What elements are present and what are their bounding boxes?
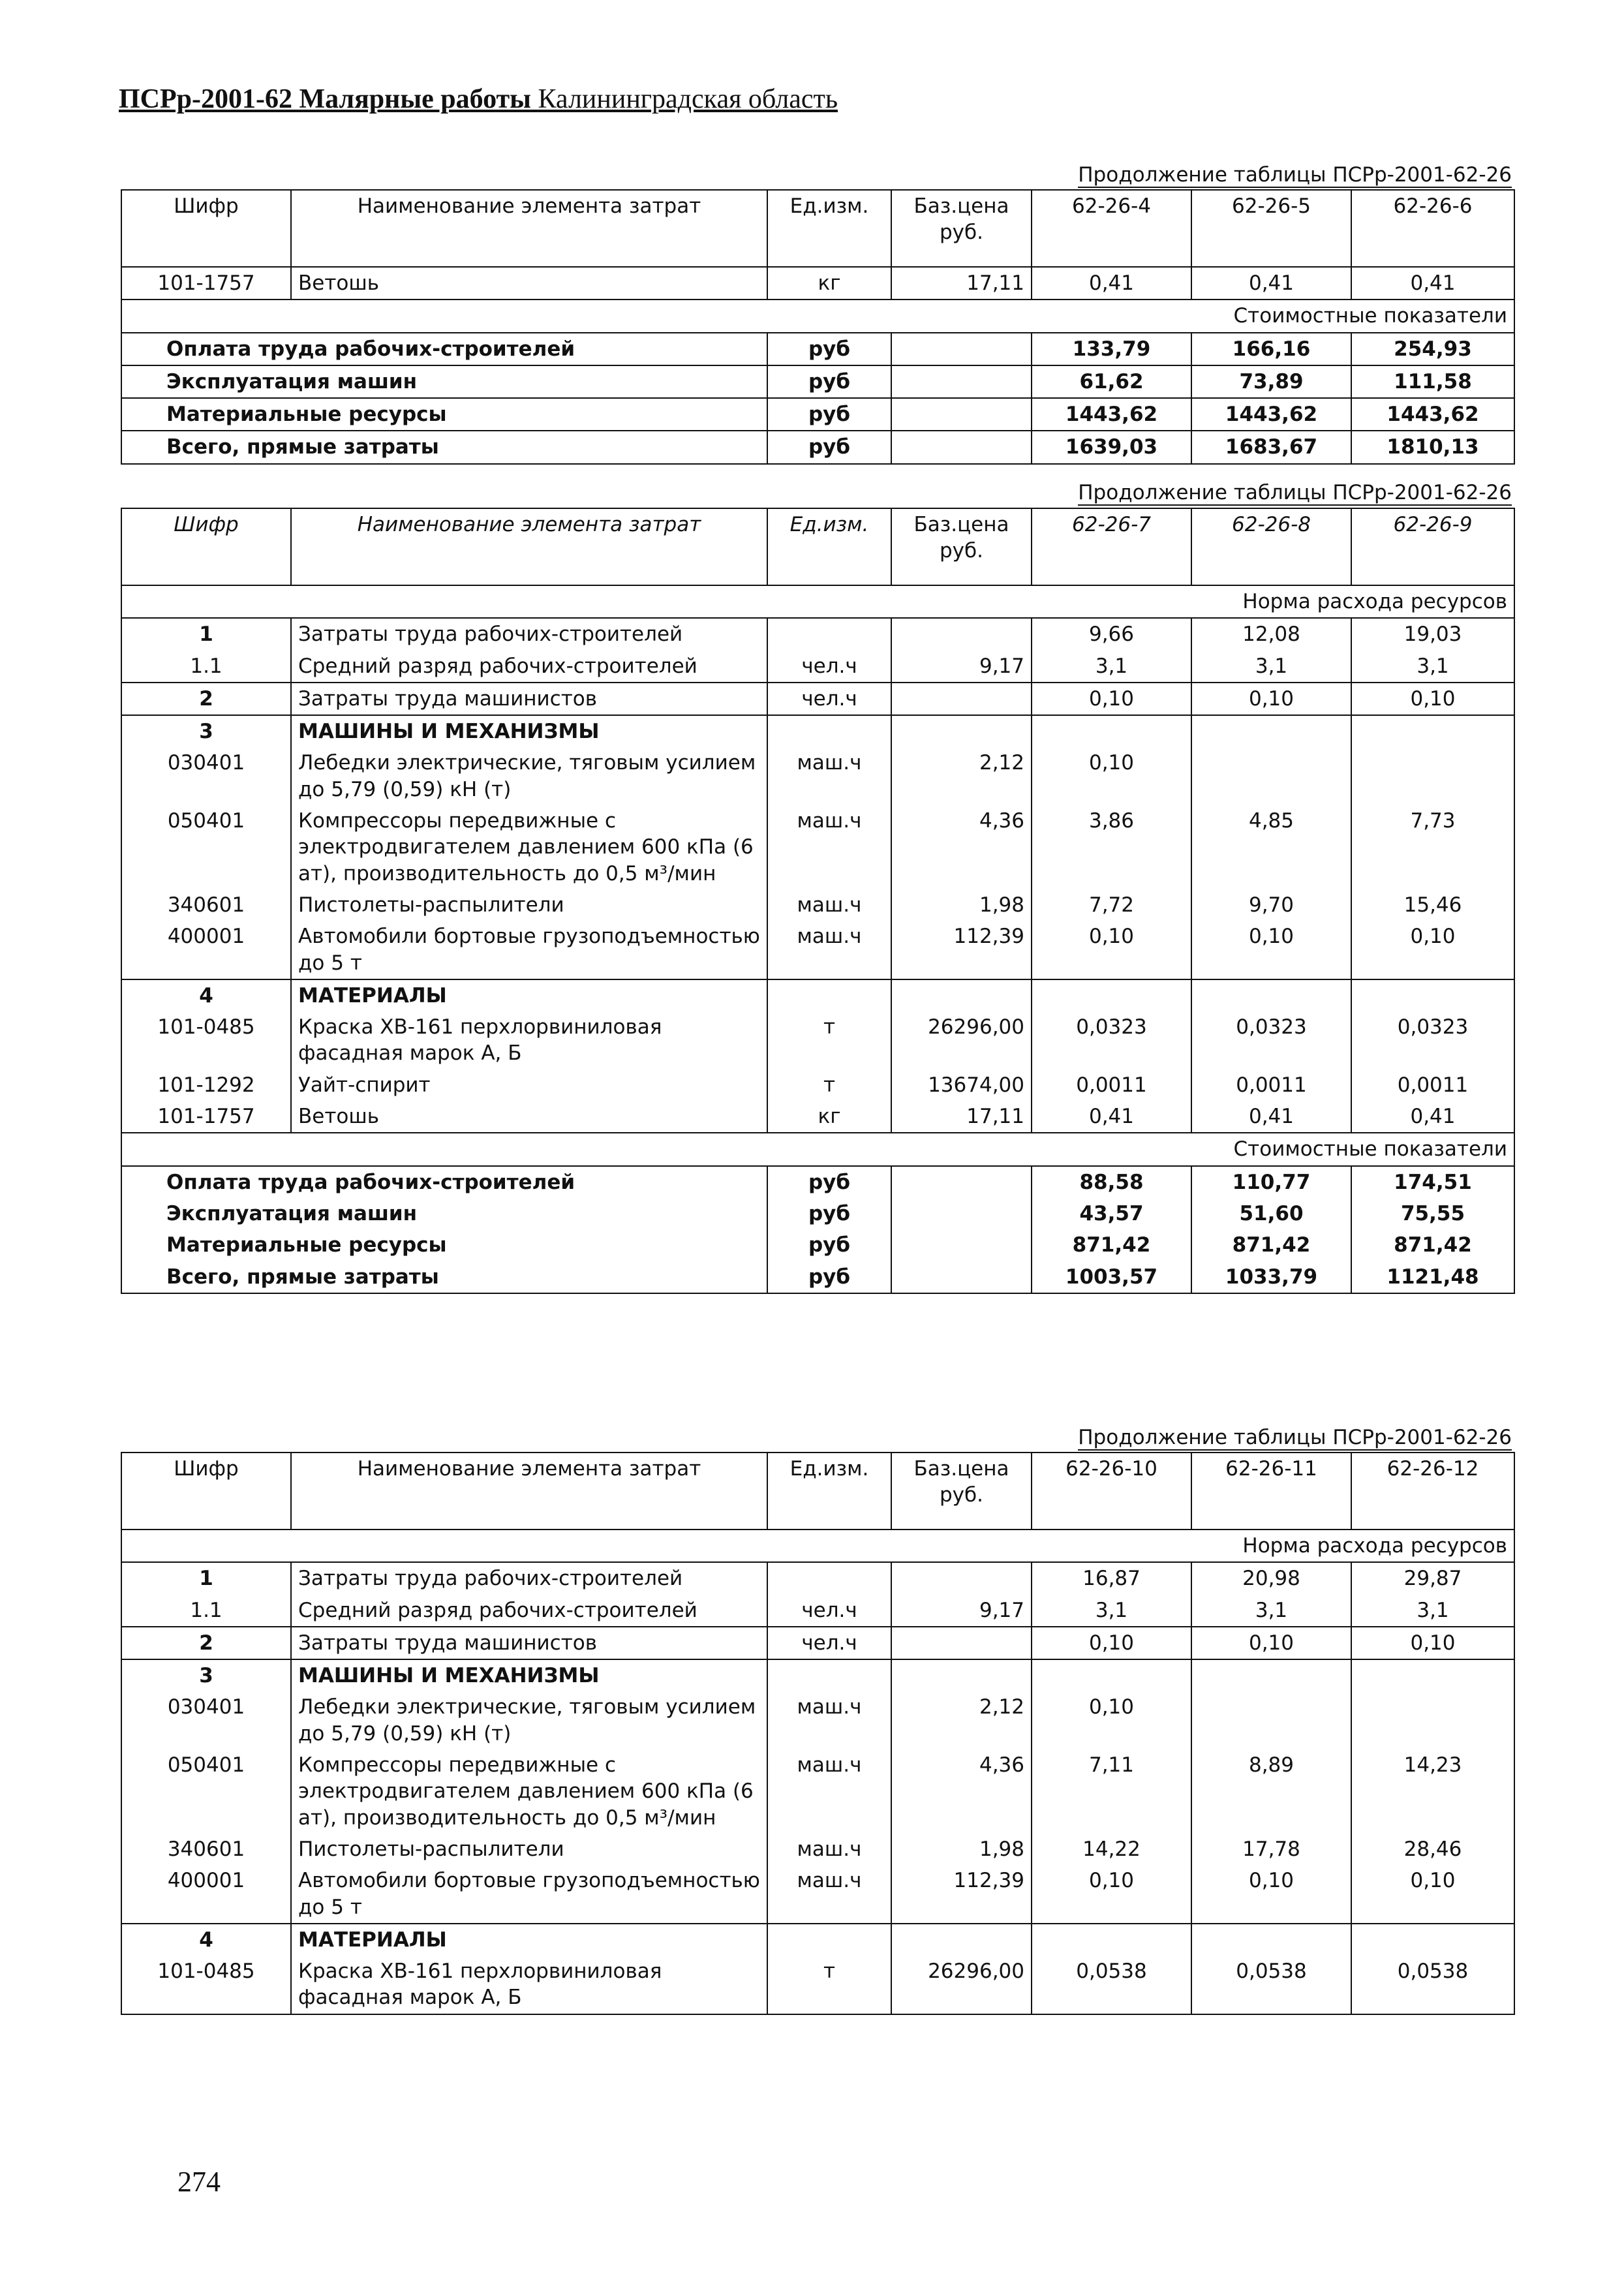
- row-code: 2: [121, 1627, 291, 1659]
- row-price: [891, 715, 1032, 747]
- row-value: 0,41: [1032, 1101, 1191, 1133]
- row-name: Ветошь: [291, 267, 767, 300]
- header-price: Баз.цена руб.: [891, 190, 1032, 267]
- row-name: Автомобили бортовые грузоподъемностью до 5 т: [291, 921, 767, 979]
- row-code: 101-0485: [121, 1956, 291, 2014]
- section-cost-label: Стоимостные показатели: [121, 300, 1514, 332]
- cost-value: 166,16: [1191, 333, 1351, 365]
- row-code: 3: [121, 1659, 291, 1691]
- row-name: Затраты труда машинистов: [291, 1627, 767, 1659]
- header-unit: Ед.изм.: [767, 508, 891, 585]
- row-price: 9,17: [891, 651, 1032, 683]
- cost-value: 254,93: [1351, 333, 1514, 365]
- cost-label: Эксплуатация машин: [121, 365, 767, 398]
- row-name: Средний разряд рабочих-строителей: [291, 651, 767, 683]
- row-name: Пистолеты-распылители: [291, 1834, 767, 1865]
- row-code: 101-0485: [121, 1011, 291, 1069]
- row-price: 1,98: [891, 1834, 1032, 1865]
- row-value: 0,0538: [1191, 1956, 1351, 2014]
- row-price: 4,36: [891, 805, 1032, 889]
- cost-value: 1683,67: [1191, 431, 1351, 463]
- table-header: [121, 190, 1514, 267]
- row-unit: [767, 1659, 891, 1691]
- row-value: 0,0323: [1191, 1011, 1351, 1069]
- row-value: [1032, 1924, 1191, 1956]
- header-unit: Ед.изм.: [767, 190, 891, 267]
- row-code: 1.1: [121, 651, 291, 683]
- row-value: 14,22: [1032, 1834, 1191, 1865]
- row-value: 0,41: [1351, 1101, 1514, 1133]
- resource-table-2: [121, 508, 1515, 1294]
- header-col: 62-26-5: [1191, 190, 1351, 267]
- row-code: 050401: [121, 1749, 291, 1834]
- cost-unit: руб: [767, 365, 891, 398]
- row-value: 3,86: [1032, 805, 1191, 889]
- header-price: Баз.цена руб.: [891, 508, 1032, 585]
- row-value: 0,10: [1191, 683, 1351, 715]
- row-value: 19,03: [1351, 618, 1514, 650]
- row-code: 1.1: [121, 1595, 291, 1627]
- row-unit: маш.ч: [767, 889, 891, 921]
- row-value: 4,85: [1191, 805, 1351, 889]
- cost-row: [121, 1229, 1514, 1261]
- empty-cell: [891, 398, 1032, 431]
- row-name: МАШИНЫ И МЕХАНИЗМЫ: [291, 715, 767, 747]
- cost-row: [121, 1198, 1514, 1229]
- resource-table-3: [121, 1452, 1515, 2015]
- table-row: [121, 1627, 1514, 1659]
- table-row: [121, 1069, 1514, 1101]
- row-price: 1,98: [891, 889, 1032, 921]
- row-code: 030401: [121, 747, 291, 805]
- header-code: Шифр: [121, 508, 291, 585]
- doc-code: ПСРр-2001-62: [119, 84, 292, 114]
- row-code: 1: [121, 1562, 291, 1594]
- row-value: 0,10: [1351, 1865, 1514, 1924]
- table-row: [121, 921, 1514, 979]
- cost-row: [121, 365, 1514, 398]
- empty-cell: [891, 1198, 1032, 1229]
- row-name: Краска ХВ-161 перхлорвиниловая фасадная марок А, Б: [291, 1956, 767, 2014]
- row-unit: маш.ч: [767, 1691, 891, 1749]
- row-price: [891, 683, 1032, 715]
- row-value: 7,11: [1032, 1749, 1191, 1834]
- row-name: МАТЕРИАЛЫ: [291, 979, 767, 1011]
- table-header: [121, 508, 1514, 585]
- row-price: 112,39: [891, 921, 1032, 979]
- row-value: 0,41: [1191, 267, 1351, 300]
- row-price: 26296,00: [891, 1956, 1032, 2014]
- header-col: 62-26-6: [1351, 190, 1514, 267]
- row-unit: кг: [767, 267, 891, 300]
- header-col: 62-26-10: [1032, 1453, 1191, 1530]
- row-code: 2: [121, 683, 291, 715]
- row-price: [891, 618, 1032, 650]
- row-price: [891, 1924, 1032, 1956]
- cost-value: 1443,62: [1351, 398, 1514, 431]
- row-value: [1032, 979, 1191, 1011]
- table-row: [121, 1749, 1514, 1834]
- header-code: Шифр: [121, 190, 291, 267]
- row-unit: [767, 618, 891, 650]
- row-name: МАШИНЫ И МЕХАНИЗМЫ: [291, 1659, 767, 1691]
- row-name: Лебедки электрические, тяговым усилием до 5,79 (0,59) кН (т): [291, 747, 767, 805]
- row-value: 12,08: [1191, 618, 1351, 650]
- row-value: 0,10: [1032, 1691, 1191, 1749]
- row-price: [891, 1562, 1032, 1594]
- cost-value: 1443,62: [1032, 398, 1191, 431]
- row-code: 4: [121, 1924, 291, 1956]
- row-unit: маш.ч: [767, 1865, 891, 1924]
- cost-value: 133,79: [1032, 333, 1191, 365]
- row-code: 101-1292: [121, 1069, 291, 1101]
- cost-label: Всего, прямые затраты: [121, 1261, 767, 1293]
- cost-value: 871,42: [1032, 1229, 1191, 1261]
- row-value: 3,1: [1032, 651, 1191, 683]
- row-unit: чел.ч: [767, 1627, 891, 1659]
- header-name: Наименование элемента затрат: [291, 508, 767, 585]
- table-row: [121, 889, 1514, 921]
- empty-cell: [891, 1166, 1032, 1198]
- table-row: [121, 1011, 1514, 1069]
- row-price: 2,12: [891, 1691, 1032, 1749]
- cost-value: 1033,79: [1191, 1261, 1351, 1293]
- cost-value: 61,62: [1032, 365, 1191, 398]
- row-price: 13674,00: [891, 1069, 1032, 1101]
- row-value: 14,23: [1351, 1749, 1514, 1834]
- row-code: 101-1757: [121, 1101, 291, 1133]
- cost-label: Оплата труда рабочих-строителей: [121, 333, 767, 365]
- row-value: 0,10: [1191, 921, 1351, 979]
- row-value: [1191, 979, 1351, 1011]
- row-value: 7,73: [1351, 805, 1514, 889]
- row-unit: чел.ч: [767, 683, 891, 715]
- cost-value: 1443,62: [1191, 398, 1351, 431]
- cost-value: 43,57: [1032, 1198, 1191, 1229]
- row-value: 0,0011: [1351, 1069, 1514, 1101]
- row-value: 0,41: [1351, 267, 1514, 300]
- row-value: 3,1: [1191, 1595, 1351, 1627]
- page-title: [119, 84, 838, 115]
- row-code: 4: [121, 979, 291, 1011]
- row-unit: маш.ч: [767, 1834, 891, 1865]
- header-col: 62-26-7: [1032, 508, 1191, 585]
- row-unit: чел.ч: [767, 1595, 891, 1627]
- row-value: 0,0011: [1191, 1069, 1351, 1101]
- table-row: [121, 1865, 1514, 1924]
- cost-value: 75,55: [1351, 1198, 1514, 1229]
- row-value: 0,10: [1032, 747, 1191, 805]
- row-value: 0,41: [1032, 267, 1191, 300]
- cost-row: [121, 1261, 1514, 1293]
- table-row: [121, 1562, 1514, 1594]
- cost-value: 1810,13: [1351, 431, 1514, 463]
- table-row: [121, 651, 1514, 683]
- row-value: 0,10: [1191, 1627, 1351, 1659]
- row-value: 0,10: [1032, 1627, 1191, 1659]
- cost-value: 174,51: [1351, 1166, 1514, 1198]
- cost-unit: руб: [767, 1198, 891, 1229]
- row-name: Автомобили бортовые грузоподъемностью до 5 т: [291, 1865, 767, 1924]
- row-value: 0,0538: [1032, 1956, 1191, 2014]
- section-row: [121, 1530, 1514, 1562]
- table-row: [121, 979, 1514, 1011]
- row-value: [1032, 1659, 1191, 1691]
- table-row: [121, 1691, 1514, 1749]
- row-unit: кг: [767, 1101, 891, 1133]
- header-name: Наименование элемента затрат: [291, 1453, 767, 1530]
- table-row: [121, 618, 1514, 650]
- continuation-label: Продолжение таблицы ПСРр-2001-62-26: [1078, 1426, 1512, 1449]
- row-value: 0,0323: [1351, 1011, 1514, 1069]
- table-row: [121, 805, 1514, 889]
- cost-label: Материальные ресурсы: [121, 398, 767, 431]
- cost-label: Материальные ресурсы: [121, 1229, 767, 1261]
- section-norm-label: Норма расхода ресурсов: [121, 1530, 1514, 1562]
- row-unit: маш.ч: [767, 805, 891, 889]
- section-norm-label: Норма расхода ресурсов: [121, 585, 1514, 618]
- cost-unit: руб: [767, 1166, 891, 1198]
- row-value: 15,46: [1351, 889, 1514, 921]
- row-unit: маш.ч: [767, 747, 891, 805]
- row-value: 0,0011: [1032, 1069, 1191, 1101]
- row-price: 26296,00: [891, 1011, 1032, 1069]
- row-value: 7,72: [1032, 889, 1191, 921]
- row-price: 4,36: [891, 1749, 1032, 1834]
- row-unit: [767, 1924, 891, 1956]
- row-price: 17,11: [891, 267, 1032, 300]
- row-value: 0,0323: [1032, 1011, 1191, 1069]
- row-value: 0,10: [1032, 683, 1191, 715]
- row-code: 340601: [121, 1834, 291, 1865]
- row-value: [1351, 1924, 1514, 1956]
- row-value: 0,10: [1032, 1865, 1191, 1924]
- cost-unit: руб: [767, 1229, 891, 1261]
- table-header: [121, 1453, 1514, 1530]
- cost-row: [121, 431, 1514, 463]
- cost-unit: руб: [767, 398, 891, 431]
- cost-value: 1121,48: [1351, 1261, 1514, 1293]
- row-value: 0,10: [1191, 1865, 1351, 1924]
- row-price: 2,12: [891, 747, 1032, 805]
- row-name: Ветошь: [291, 1101, 767, 1133]
- table-row: [121, 267, 1514, 300]
- continuation-label: Продолжение таблицы ПСРр-2001-62-26: [1078, 163, 1512, 187]
- row-name: Краска ХВ-161 перхлорвиниловая фасадная марок А, Б: [291, 1011, 767, 1069]
- header-col: 62-26-11: [1191, 1453, 1351, 1530]
- cost-value: 110,77: [1191, 1166, 1351, 1198]
- row-name: Затраты труда рабочих-строителей: [291, 1562, 767, 1594]
- section-row: [121, 585, 1514, 618]
- resource-table-1: [121, 189, 1515, 465]
- cost-value: 1003,57: [1032, 1261, 1191, 1293]
- doc-region: Калининградская область: [538, 84, 838, 114]
- cost-unit: руб: [767, 1261, 891, 1293]
- row-price: 9,17: [891, 1595, 1032, 1627]
- row-name: Затраты труда машинистов: [291, 683, 767, 715]
- row-price: [891, 1659, 1032, 1691]
- header-col: 62-26-8: [1191, 508, 1351, 585]
- row-value: 16,87: [1032, 1562, 1191, 1594]
- row-value: 0,0538: [1351, 1956, 1514, 2014]
- row-value: [1351, 1659, 1514, 1691]
- row-name: Лебедки электрические, тяговым усилием до 5,79 (0,59) кН (т): [291, 1691, 767, 1749]
- cost-row: [121, 333, 1514, 365]
- row-unit: [767, 1562, 891, 1594]
- row-code: 050401: [121, 805, 291, 889]
- section-row: [121, 300, 1514, 332]
- row-name: Компрессоры передвижные с электродвигателем давлением 600 кПа (6 ат), производительность до 0,5 м³/мин: [291, 805, 767, 889]
- cost-unit: руб: [767, 431, 891, 463]
- empty-cell: [891, 431, 1032, 463]
- page-number: 274: [177, 2166, 221, 2198]
- cost-value: 1639,03: [1032, 431, 1191, 463]
- row-value: 3,1: [1032, 1595, 1191, 1627]
- table-row: [121, 1924, 1514, 1956]
- cost-value: 871,42: [1191, 1229, 1351, 1261]
- row-unit: т: [767, 1069, 891, 1101]
- row-value: 3,1: [1351, 1595, 1514, 1627]
- row-value: 3,1: [1351, 651, 1514, 683]
- row-price: [891, 1627, 1032, 1659]
- row-value: [1191, 1924, 1351, 1956]
- row-value: [1191, 1659, 1351, 1691]
- doc-name: Малярные работы: [299, 84, 531, 114]
- row-unit: маш.ч: [767, 1749, 891, 1834]
- row-code: 030401: [121, 1691, 291, 1749]
- header-unit: Ед.изм.: [767, 1453, 891, 1530]
- row-value: 0,10: [1351, 1627, 1514, 1659]
- continuation-label: Продолжение таблицы ПСРр-2001-62-26: [1078, 481, 1512, 504]
- row-name: Пистолеты-распылители: [291, 889, 767, 921]
- section-row: [121, 1133, 1514, 1165]
- row-value: 0,10: [1351, 921, 1514, 979]
- row-price: 112,39: [891, 1865, 1032, 1924]
- header-price: Баз.цена руб.: [891, 1453, 1032, 1530]
- row-value: 9,70: [1191, 889, 1351, 921]
- header-col: 62-26-9: [1351, 508, 1514, 585]
- row-value: 0,10: [1351, 683, 1514, 715]
- empty-cell: [891, 1229, 1032, 1261]
- row-value: 0,41: [1191, 1101, 1351, 1133]
- row-unit: т: [767, 1956, 891, 2014]
- row-code: 400001: [121, 921, 291, 979]
- row-unit: чел.ч: [767, 651, 891, 683]
- row-value: [1191, 1691, 1351, 1749]
- row-value: [1191, 715, 1351, 747]
- row-value: 20,98: [1191, 1562, 1351, 1594]
- row-name: Компрессоры передвижные с электродвигателем давлением 600 кПа (6 ат), производительность до 0,5 м³/мин: [291, 1749, 767, 1834]
- row-value: 0,10: [1032, 921, 1191, 979]
- row-value: 3,1: [1191, 651, 1351, 683]
- header-name: Наименование элемента затрат: [291, 190, 767, 267]
- row-unit: т: [767, 1011, 891, 1069]
- header-code: Шифр: [121, 1453, 291, 1530]
- row-code: 1: [121, 618, 291, 650]
- cost-label: Всего, прямые затраты: [121, 431, 767, 463]
- empty-cell: [891, 365, 1032, 398]
- row-value: 9,66: [1032, 618, 1191, 650]
- row-value: 17,78: [1191, 1834, 1351, 1865]
- table-row: [121, 1101, 1514, 1133]
- row-value: [1351, 979, 1514, 1011]
- row-value: [1351, 747, 1514, 805]
- row-name: Затраты труда рабочих-строителей: [291, 618, 767, 650]
- header-col: 62-26-12: [1351, 1453, 1514, 1530]
- table-row: [121, 1659, 1514, 1691]
- row-name: Уайт-спирит: [291, 1069, 767, 1101]
- row-code: 3: [121, 715, 291, 747]
- cost-unit: руб: [767, 333, 891, 365]
- table-row: [121, 1595, 1514, 1627]
- row-unit: [767, 979, 891, 1011]
- cost-label: Эксплуатация машин: [121, 1198, 767, 1229]
- row-value: 8,89: [1191, 1749, 1351, 1834]
- cost-row: [121, 398, 1514, 431]
- table-row: [121, 1956, 1514, 2014]
- row-code: 101-1757: [121, 267, 291, 300]
- cost-value: 73,89: [1191, 365, 1351, 398]
- cost-value: 871,42: [1351, 1229, 1514, 1261]
- section-cost-label: Стоимостные показатели: [121, 1133, 1514, 1165]
- row-value: [1351, 715, 1514, 747]
- cost-value: 88,58: [1032, 1166, 1191, 1198]
- row-name: МАТЕРИАЛЫ: [291, 1924, 767, 1956]
- row-unit: маш.ч: [767, 921, 891, 979]
- row-value: [1191, 747, 1351, 805]
- cost-value: 111,58: [1351, 365, 1514, 398]
- header-col: 62-26-4: [1032, 190, 1191, 267]
- table-row: [121, 715, 1514, 747]
- row-name: Средний разряд рабочих-строителей: [291, 1595, 767, 1627]
- cost-label: Оплата труда рабочих-строителей: [121, 1166, 767, 1198]
- row-value: [1032, 715, 1191, 747]
- row-code: 340601: [121, 889, 291, 921]
- row-value: 29,87: [1351, 1562, 1514, 1594]
- empty-cell: [891, 333, 1032, 365]
- empty-cell: [891, 1261, 1032, 1293]
- cost-value: 51,60: [1191, 1198, 1351, 1229]
- row-value: [1351, 1691, 1514, 1749]
- row-price: [891, 979, 1032, 1011]
- row-price: 17,11: [891, 1101, 1032, 1133]
- table-row: [121, 747, 1514, 805]
- table-row: [121, 1834, 1514, 1865]
- row-code: 400001: [121, 1865, 291, 1924]
- row-unit: [767, 715, 891, 747]
- cost-row: [121, 1166, 1514, 1198]
- table-row: [121, 683, 1514, 715]
- row-value: 28,46: [1351, 1834, 1514, 1865]
